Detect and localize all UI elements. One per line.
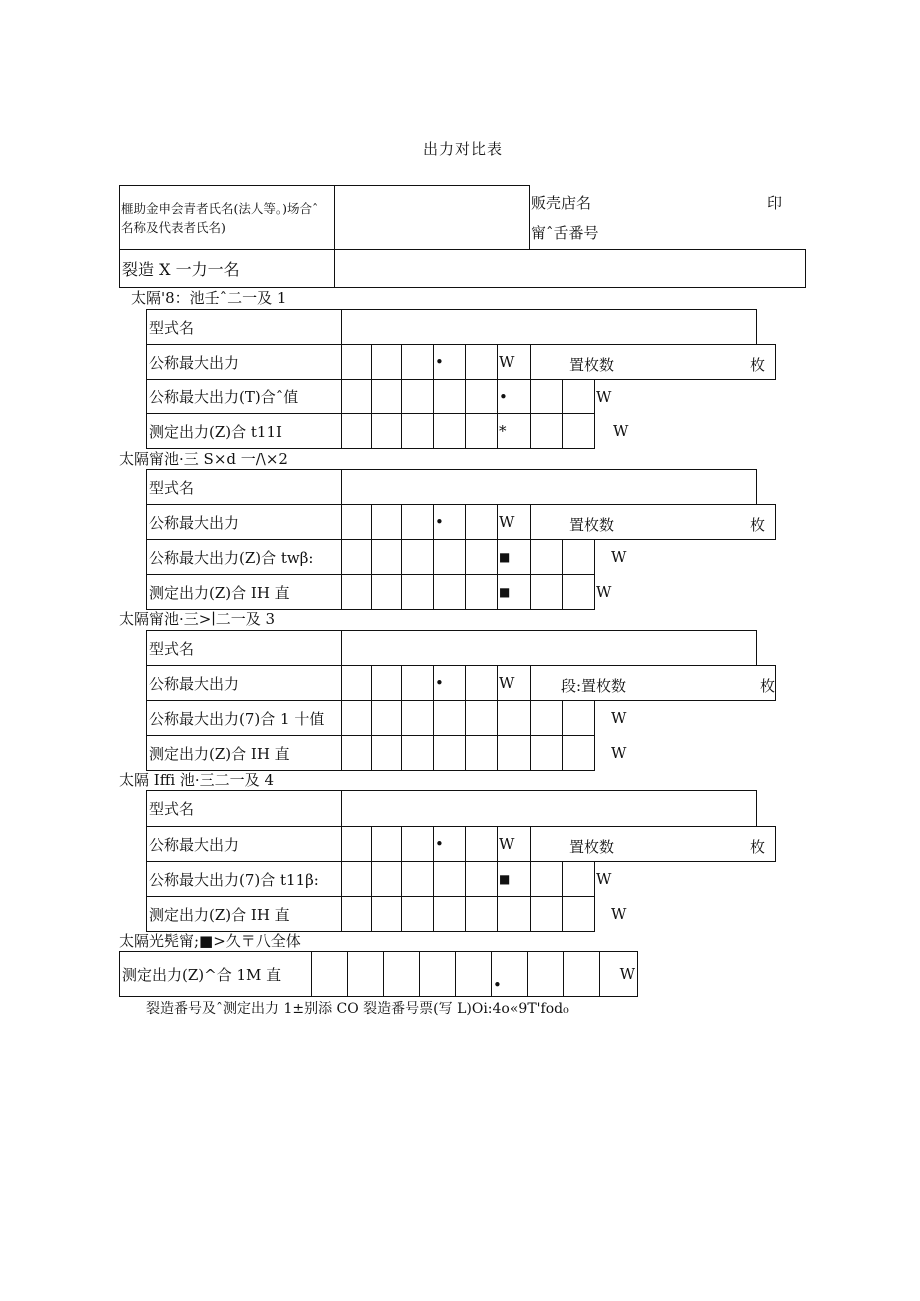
digit-cell[interactable] bbox=[563, 701, 595, 736]
digit-cell[interactable] bbox=[372, 540, 402, 575]
watt-unit: W bbox=[595, 897, 757, 932]
watt-unit: W bbox=[595, 540, 757, 575]
digit-cell[interactable] bbox=[342, 380, 372, 414]
digit-cell[interactable] bbox=[531, 414, 563, 449]
digit-cell[interactable] bbox=[342, 540, 372, 575]
panel-count-unit: 枚 bbox=[759, 677, 775, 695]
watt-unit: W bbox=[595, 736, 757, 771]
digit-cell[interactable] bbox=[531, 575, 563, 610]
digit-cell[interactable] bbox=[466, 897, 498, 932]
digit-cell[interactable] bbox=[466, 666, 498, 701]
decimal-dot: • bbox=[434, 666, 466, 701]
decimal-mark: ■ bbox=[498, 540, 531, 575]
digit-cell[interactable] bbox=[402, 575, 434, 610]
digit-cell[interactable] bbox=[563, 540, 595, 575]
digit-cell[interactable] bbox=[434, 862, 466, 897]
footnote: 裂造番号及ˆ测定出力 1±别添 CO 裂造番号票(写 L)Oi:4o«9T'fod₀ bbox=[146, 1001, 569, 1017]
digit-cell[interactable] bbox=[372, 736, 402, 771]
shop-info-cell bbox=[530, 186, 806, 250]
applicant-label-line1: 榧助金申会青者氏名(法人等。)场合ˆ bbox=[121, 200, 319, 216]
panel-count-label: 置枚数 bbox=[569, 838, 615, 856]
digit-cell[interactable] bbox=[456, 952, 492, 997]
model-input[interactable] bbox=[342, 310, 757, 345]
watt-unit: W bbox=[498, 505, 531, 540]
digit-cell[interactable] bbox=[342, 575, 372, 610]
digit-cell[interactable] bbox=[372, 897, 402, 932]
decimal-dot: • bbox=[492, 952, 528, 997]
decimal-mark: ■ bbox=[498, 575, 531, 610]
panel-count-label: 段:置枚数 bbox=[561, 677, 627, 695]
digit-cell[interactable] bbox=[434, 414, 466, 449]
digit-cell[interactable] bbox=[434, 736, 466, 771]
decimal-dot: • bbox=[434, 827, 466, 862]
digit-cell[interactable] bbox=[466, 505, 498, 540]
digit-cell[interactable] bbox=[402, 701, 434, 736]
digit-cell[interactable] bbox=[372, 345, 402, 380]
digit-cell[interactable] bbox=[466, 380, 498, 414]
decimal-dot: • bbox=[434, 345, 466, 380]
digit-cell[interactable] bbox=[531, 897, 563, 932]
digit-cell[interactable] bbox=[342, 505, 372, 540]
model-label: 型式名 bbox=[147, 310, 342, 345]
decimal-mark bbox=[498, 897, 531, 932]
decimal-mark: * bbox=[498, 414, 531, 449]
model-label: 型式名 bbox=[147, 791, 342, 827]
watt-unit: W bbox=[498, 827, 531, 862]
digit-cell[interactable] bbox=[342, 736, 372, 771]
model-input[interactable] bbox=[342, 791, 757, 827]
digit-cell[interactable] bbox=[342, 666, 372, 701]
panel-count-unit: 枚 bbox=[749, 516, 765, 534]
decimal-mark bbox=[498, 736, 531, 771]
panel-count-unit: 枚 bbox=[749, 838, 765, 856]
digit-cell[interactable] bbox=[531, 736, 563, 771]
digit-cell[interactable] bbox=[434, 575, 466, 610]
panel-count-cell[interactable] bbox=[531, 505, 776, 540]
digit-cell[interactable] bbox=[531, 862, 563, 897]
digit-cell[interactable] bbox=[342, 897, 372, 932]
rated-output-label: 公称最大出力 bbox=[147, 666, 342, 701]
digit-cell[interactable] bbox=[466, 575, 498, 610]
decimal-dot: • bbox=[434, 505, 466, 540]
measured-output-label: 测定出力(Z)合 t11I bbox=[147, 414, 342, 449]
section-heading-2: 太隔甯池·三 S×d 一/\×2 bbox=[119, 450, 288, 468]
seal-label: 印 bbox=[767, 193, 783, 212]
digit-cell[interactable] bbox=[531, 701, 563, 736]
model-label: 型式名 bbox=[147, 470, 342, 505]
digit-cell[interactable] bbox=[434, 540, 466, 575]
digit-cell[interactable] bbox=[372, 701, 402, 736]
digit-cell[interactable] bbox=[372, 575, 402, 610]
digit-cell[interactable] bbox=[564, 952, 600, 997]
digit-cell[interactable] bbox=[531, 540, 563, 575]
applicant-label-cell bbox=[120, 186, 335, 250]
digit-cell[interactable] bbox=[563, 414, 595, 449]
digit-cell[interactable] bbox=[434, 897, 466, 932]
module-table-3 bbox=[146, 630, 776, 771]
digit-cell[interactable] bbox=[402, 505, 434, 540]
digit-cell[interactable] bbox=[466, 827, 498, 862]
model-input[interactable] bbox=[342, 631, 757, 666]
module-table-2 bbox=[146, 469, 776, 610]
digit-cell[interactable] bbox=[342, 414, 372, 449]
watt-unit: W bbox=[595, 862, 757, 897]
panel-count-unit: 枚 bbox=[749, 356, 765, 374]
manufacturer-label: 裂造 X 一力一名 bbox=[120, 250, 335, 288]
digit-cell[interactable] bbox=[466, 862, 498, 897]
watt-unit: W bbox=[595, 380, 757, 414]
digit-cell[interactable] bbox=[372, 414, 402, 449]
rated-output-label: 公称最大出力 bbox=[147, 827, 342, 862]
shop-name-label: 贩壳店名 bbox=[531, 193, 592, 212]
measured-output-label: 测定出力(Z)合 IH 直 bbox=[147, 736, 342, 771]
panel-count-cell[interactable] bbox=[531, 345, 776, 380]
digit-cell[interactable] bbox=[372, 505, 402, 540]
rated-output-total-label: 公称最大出力(T)合ˆ值 bbox=[147, 380, 342, 414]
decimal-mark bbox=[498, 701, 531, 736]
digit-cell[interactable] bbox=[466, 345, 498, 380]
digit-cell[interactable] bbox=[372, 380, 402, 414]
rated-output-label: 公称最大出力 bbox=[147, 505, 342, 540]
digit-cell[interactable] bbox=[372, 862, 402, 897]
applicant-label-line2: 名称及代表者氏名) bbox=[121, 219, 226, 235]
digit-cell[interactable] bbox=[342, 701, 372, 736]
digit-cell[interactable] bbox=[434, 380, 466, 414]
digit-cell[interactable] bbox=[402, 736, 434, 771]
section-heading-4: 太隔 Iffi 池·三二一及 4 bbox=[119, 771, 274, 789]
digit-cell[interactable] bbox=[466, 701, 498, 736]
section-heading-3: 太隔甯池·三>∣二一及 3 bbox=[119, 610, 276, 628]
digit-cell[interactable] bbox=[402, 897, 434, 932]
digit-cell[interactable] bbox=[528, 952, 564, 997]
measured-output-label: 测定出力(Z)合 IH 直 bbox=[147, 897, 342, 932]
digit-cell[interactable] bbox=[402, 540, 434, 575]
rated-output-total-label: 公称最大出力(Z)合 twβ: bbox=[147, 540, 342, 575]
watt-unit: W bbox=[498, 666, 531, 701]
shop-number-label: 甯ˆ舌番号 bbox=[531, 223, 599, 242]
digit-cell[interactable] bbox=[563, 380, 595, 414]
digit-cell[interactable] bbox=[402, 414, 434, 449]
digit-cell[interactable] bbox=[563, 897, 595, 932]
overall-measured-label: 测定出力(Z)^合 1M 直 bbox=[120, 952, 312, 997]
decimal-mark: ■ bbox=[498, 862, 531, 897]
digit-cell[interactable] bbox=[402, 345, 434, 380]
digit-cell[interactable] bbox=[402, 380, 434, 414]
panel-count-cell[interactable] bbox=[531, 827, 776, 862]
digit-cell[interactable] bbox=[402, 666, 434, 701]
digit-cell[interactable] bbox=[466, 540, 498, 575]
overall-heading: 太隔光髡甯;■>久〒八全体 bbox=[119, 932, 301, 950]
digit-cell[interactable] bbox=[531, 380, 563, 414]
digit-cell[interactable] bbox=[420, 952, 456, 997]
applicant-name-field[interactable] bbox=[335, 186, 530, 250]
manufacturer-field[interactable] bbox=[335, 250, 806, 288]
digit-cell[interactable] bbox=[563, 862, 595, 897]
digit-cell[interactable] bbox=[312, 952, 348, 997]
digit-cell[interactable] bbox=[342, 345, 372, 380]
overall-table bbox=[119, 951, 638, 997]
digit-cell[interactable] bbox=[384, 952, 420, 997]
digit-cell[interactable] bbox=[402, 862, 434, 897]
digit-cell[interactable] bbox=[342, 862, 372, 897]
digit-cell[interactable] bbox=[434, 701, 466, 736]
decimal-mark: • bbox=[498, 380, 531, 414]
module-table-1 bbox=[146, 309, 776, 449]
panel-count-label: 置枚数 bbox=[569, 356, 615, 374]
digit-cell[interactable] bbox=[372, 666, 402, 701]
watt-unit: W bbox=[595, 575, 757, 610]
panel-count-label: 置枚数 bbox=[569, 516, 615, 534]
rated-output-label: 公称最大出力 bbox=[147, 345, 342, 380]
digit-cell[interactable] bbox=[372, 827, 402, 862]
digit-cell[interactable] bbox=[348, 952, 384, 997]
digit-cell[interactable] bbox=[563, 575, 595, 610]
digit-cell[interactable] bbox=[402, 827, 434, 862]
module-table-4 bbox=[146, 790, 776, 932]
measured-output-label: 测定出力(Z)合 IH 直 bbox=[147, 575, 342, 610]
digit-cell[interactable] bbox=[466, 414, 498, 449]
page-title: 出力对比表 bbox=[423, 140, 504, 158]
watt-unit: W bbox=[595, 701, 757, 736]
model-input[interactable] bbox=[342, 470, 757, 505]
watt-unit: W bbox=[595, 414, 757, 449]
digit-cell[interactable] bbox=[563, 736, 595, 771]
watt-unit: W bbox=[600, 952, 638, 997]
panel-count-cell[interactable] bbox=[531, 666, 776, 701]
header-table bbox=[119, 185, 806, 288]
digit-cell[interactable] bbox=[466, 736, 498, 771]
rated-output-total-label: 公称最大出力(7)合 1 十值 bbox=[147, 701, 342, 736]
watt-unit: W bbox=[498, 345, 531, 380]
rated-output-total-label: 公称最大出力(7)合 t11β: bbox=[147, 862, 342, 897]
model-label: 型式名 bbox=[147, 631, 342, 666]
digit-cell[interactable] bbox=[342, 827, 372, 862]
section-heading-1: 太隔'8：池壬ˆ二一及 1 bbox=[131, 289, 287, 307]
